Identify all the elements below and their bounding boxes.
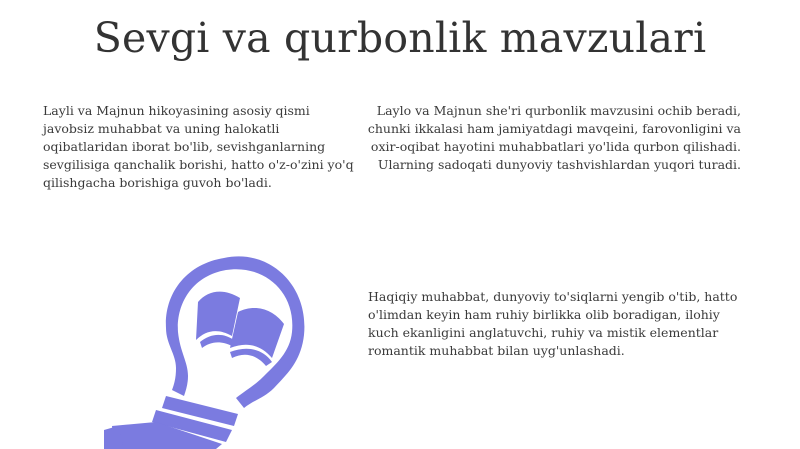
lightbulb-with-book-icon <box>104 250 314 449</box>
slide-title: Sevgi va qurbonlik mavzulari <box>93 14 707 62</box>
paragraph-left: Layli va Majnun hikoyasining asosiy qismi javobsiz muhabbat va uning halokatli oqibatlaridan iborat bo'lib, sevishganlarning sevgilisiga qanchalik borishi, hatto o'z-o'zini yo'q qilishgacha borishiga guvoh bo'ladi. <box>43 103 354 190</box>
paragraph-right: Laylo va Majnun she'ri qurbonlik mavzusini ochib beradi, chunki ikkalasi ham jamiyatdagi mavqeini, farovonligini va oxir-oqibat hayotini muhabbatlari yo'lida qurbon qilishadi. Ularning sadoqati dunyoviy tashvishlardan yuqori turadi. <box>367 103 741 172</box>
paragraph-bottom: Haqiqiy muhabbat, dunyoviy to'siqlarni yengib o'tib, hatto o'limdan keyin ham ruhiy birlikka olib boradigan, ilohiy kuch ekanligini anglatuvchi, ruhiy va mistik elementlar romantik muhabbat bilan uyg'unlashadi. <box>368 289 738 358</box>
